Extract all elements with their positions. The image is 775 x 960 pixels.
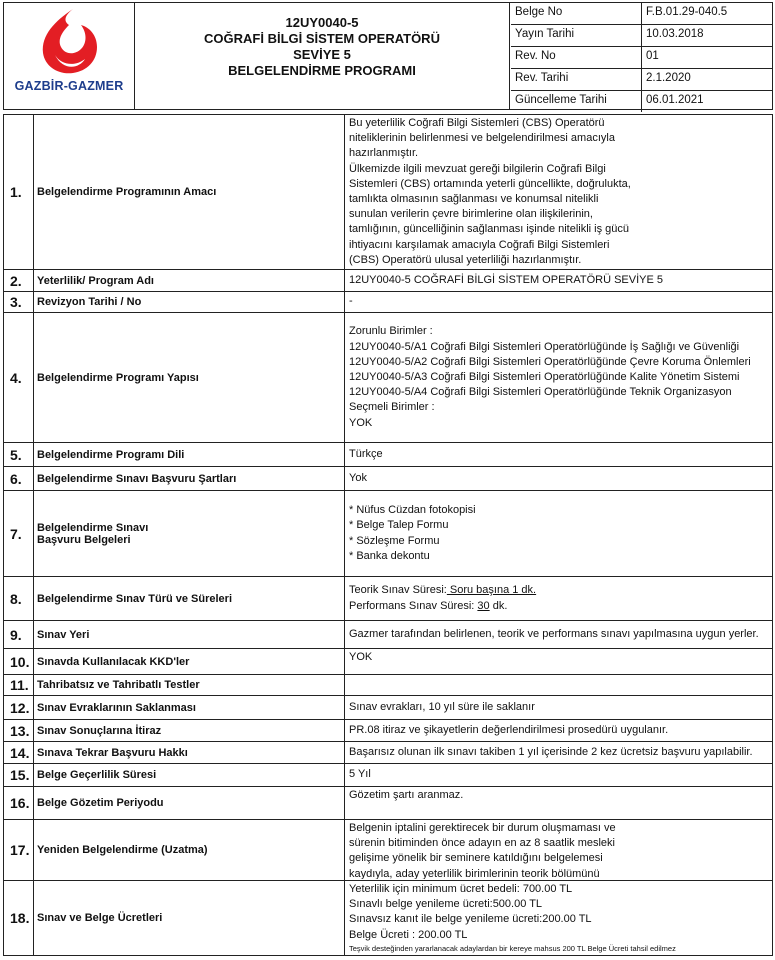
row-label: Sınav Yeri (34, 621, 345, 649)
logo-text: GAZBİR-GAZMER (14, 79, 124, 93)
row-number: 1. (4, 115, 34, 270)
row-label: Belgelendirme Programı Yapısı (34, 313, 345, 443)
performance-exam-duration: 30 (477, 599, 490, 612)
recertification-text: Belgenin iptalini gerektirecek bir durum oluşmaması ve sürenin bitiminden önce adayın en az 8 saatlik mesleki gelişime yönelik bir seminere katıldığını belgelemesi kaydıyla, aday yeterlilik birimlerinin teorik bölümünü (349, 822, 616, 880)
row-value: * Nüfus Cüzdan fotokopisi * Belge Talep Formu * Sözleşme Formu * Banka dekontu (345, 491, 773, 577)
row-value: YOK (345, 649, 773, 675)
table-row (4, 675, 773, 696)
row-label: Belge Geçerlilik Süresi (34, 764, 345, 787)
table-row (4, 115, 773, 270)
table-row (4, 467, 773, 491)
table-row (4, 787, 773, 820)
row-number: 5. (4, 443, 34, 467)
performance-exam-unit: dk. (489, 599, 508, 612)
logo (4, 3, 135, 109)
theory-exam-label: Teorik Sınav Süresi: (349, 584, 447, 597)
row-value: Gözetim şartı aranmaz. (345, 787, 773, 820)
flame-logo-icon (35, 7, 103, 77)
row-value: Zorunlu Birimler : 12UY0040-5/A1 Coğrafi Bilgi Sistemleri Operatörlüğünde İş Sağlığı ve Güvenliği 12UY0040-5/A2 Coğrafi Bilgi Sistemleri Operatörlüğünde Çevre Koruma Önlemleri 12UY0040-5/A3 Coğrafi Bilgi Sistemleri Operatörlüğünde Kalite Yönetim Sistemi 12UY0040-5/A4 Coğrafi Bilgi Sistemleri Operatörlüğünde Teknik Organizasyon Seçmeli Birimler : YOK (345, 313, 773, 443)
row-number: 15. (4, 764, 34, 787)
row-value: Bu yeterlilik Coğrafi Bilgi Sistemleri (CBS) Operatörü niteliklerinin belirlenmesi ve belgelendirilmesi amacıyla hazırlanmıştır. Ülkemizde ilgili mevzuat gereği bilgilerin Coğrafi Bilgi Sistemleri (CBS) ortamında yeterli güncellikte, doğrulukta, tamlıkta olmasının sağlanması ve konumsal nitelikli sunulan verilerin çevre birimlerine olan ilişkilerinin, tamlığının, güncelliğinin sağlanması işinde nitelikli iş gücü ihtiyacını karşılamak amacıyla Coğrafi Bilgi Sistemleri (CBS) Operatörü ulusal yeterliliği hazırlanmıştır. (345, 115, 773, 270)
row-number: 7. (4, 491, 34, 577)
row-value (345, 820, 773, 881)
title-line: BELGELENDİRME PROGRAMI (228, 63, 416, 78)
row-label: Sınava Tekrar Başvuru Hakkı (34, 742, 345, 764)
row-value: Başarısız olunan ilk sınavı takiben 1 yıl içerisinde 2 kez ücretsiz başvuru yapılabilir. (345, 742, 773, 764)
fee-list: Yeterlilik için minimum ücret bedeli: 700.00 TL Sınavlı belge yenileme ücreti:500.00 TL Sınavsız kanıt ile belge yenileme ücreti:200.00 TL Belge Ücreti : 200.00 TL (349, 883, 592, 941)
performance-exam-label: Performans Sınav Süresi: (349, 599, 478, 612)
row-number: 17. (4, 820, 34, 881)
row-label: Belge Gözetim Periyodu (34, 787, 345, 820)
table-row (4, 881, 773, 956)
row-label: Belgelendirme Sınavı Başvuru Şartları (34, 467, 345, 491)
meta-value: 2.1.2020 (646, 72, 691, 84)
row-number: 2. (4, 270, 34, 292)
title-line: 12UY0040-5 (285, 15, 359, 30)
row-number: 4. (4, 313, 34, 443)
table-row (4, 577, 773, 621)
row-label: Yeniden Belgelendirme (Uzatma) (34, 820, 345, 881)
row-value (345, 577, 773, 621)
row-value (345, 675, 773, 696)
fee-note: Teşvik desteğinden yararlanacak adaylardan bir kereye mahsus 200 TL Belge Ücreti tahsil edilmez (349, 943, 676, 953)
row-number: 14. (4, 742, 34, 764)
document-meta-table (511, 3, 772, 112)
row-label: Yeterlilik/ Program Adı (34, 270, 345, 292)
row-label: Belgelendirme Sınavı Başvuru Belgeleri (34, 491, 345, 577)
row-number: 9. (4, 621, 34, 649)
row-value: 12UY0040-5 COĞRAFİ BİLGİ SİSTEM OPERATÖRÜ SEVİYE 5 (345, 270, 773, 292)
row-label: Belgelendirme Programı Dili (34, 443, 345, 467)
table-row (4, 696, 773, 720)
table-row (4, 720, 773, 742)
row-value: Türkçe (345, 443, 773, 467)
table-row (4, 270, 773, 292)
meta-row (511, 69, 772, 91)
row-number: 16. (4, 787, 34, 820)
table-row (4, 742, 773, 764)
meta-value: 06.01.2021 (646, 94, 704, 106)
table-row (4, 649, 773, 675)
row-value: PR.08 itiraz ve şikayetlerin değerlendirilmesi prosedürü uygulanır. (345, 720, 773, 742)
theory-exam-duration: Soru başına 1 dk. (446, 584, 537, 597)
row-number: 18. (4, 881, 34, 956)
row-value: - (345, 292, 773, 313)
row-label: Sınav Sonuçlarına İtiraz (34, 720, 345, 742)
row-label: Tahribatsız ve Tahribatlı Testler (34, 675, 345, 696)
meta-key: Güncelleme Tarihi (511, 91, 642, 112)
meta-value: F.B.01.29-040.5 (646, 6, 728, 18)
table-row (4, 621, 773, 649)
row-number: 12. (4, 696, 34, 720)
row-number: 3. (4, 292, 34, 313)
table-row (4, 820, 773, 881)
title-line: SEVİYE 5 (293, 47, 351, 62)
row-number: 8. (4, 577, 34, 621)
row-value: 5 Yıl (345, 764, 773, 787)
row-value: Sınav evrakları, 10 yıl süre ile saklanır (345, 696, 773, 720)
title-line: COĞRAFİ BİLGİ SİSTEM OPERATÖRÜ (204, 31, 440, 46)
table-row (4, 443, 773, 467)
meta-key: Rev. No (511, 47, 642, 68)
row-number: 6. (4, 467, 34, 491)
row-label: Belgelendirme Programının Amacı (34, 115, 345, 270)
row-label: Belgelendirme Sınav Türü ve Süreleri (34, 577, 345, 621)
meta-row (511, 47, 772, 69)
meta-key: Belge No (511, 3, 642, 24)
table-row (4, 313, 773, 443)
meta-value: 01 (646, 50, 659, 62)
row-label: Revizyon Tarihi / No (34, 292, 345, 313)
table-row (4, 292, 773, 313)
row-number: 13. (4, 720, 34, 742)
program-table (3, 114, 773, 956)
meta-row (511, 25, 772, 47)
row-value (345, 881, 773, 956)
document-header (3, 2, 773, 110)
table-row (4, 491, 773, 577)
row-label: Sınavda Kullanılacak KKD'ler (34, 649, 345, 675)
meta-value: 10.03.2018 (646, 28, 704, 40)
row-number: 10. (4, 649, 34, 675)
meta-key: Yayın Tarihi (511, 25, 642, 46)
row-number: 11. (4, 675, 34, 696)
meta-row (511, 3, 772, 25)
row-label: Sınav Evraklarının Saklanması (34, 696, 345, 720)
meta-row (511, 91, 772, 112)
table-row (4, 764, 773, 787)
meta-key: Rev. Tarihi (511, 69, 642, 90)
row-value: Gazmer tarafından belirlenen, teorik ve performans sınavı yapılmasına uygun yerler. (345, 621, 773, 649)
row-value: Yok (345, 467, 773, 491)
document-title (135, 3, 510, 109)
row-label: Sınav ve Belge Ücretleri (34, 881, 345, 956)
